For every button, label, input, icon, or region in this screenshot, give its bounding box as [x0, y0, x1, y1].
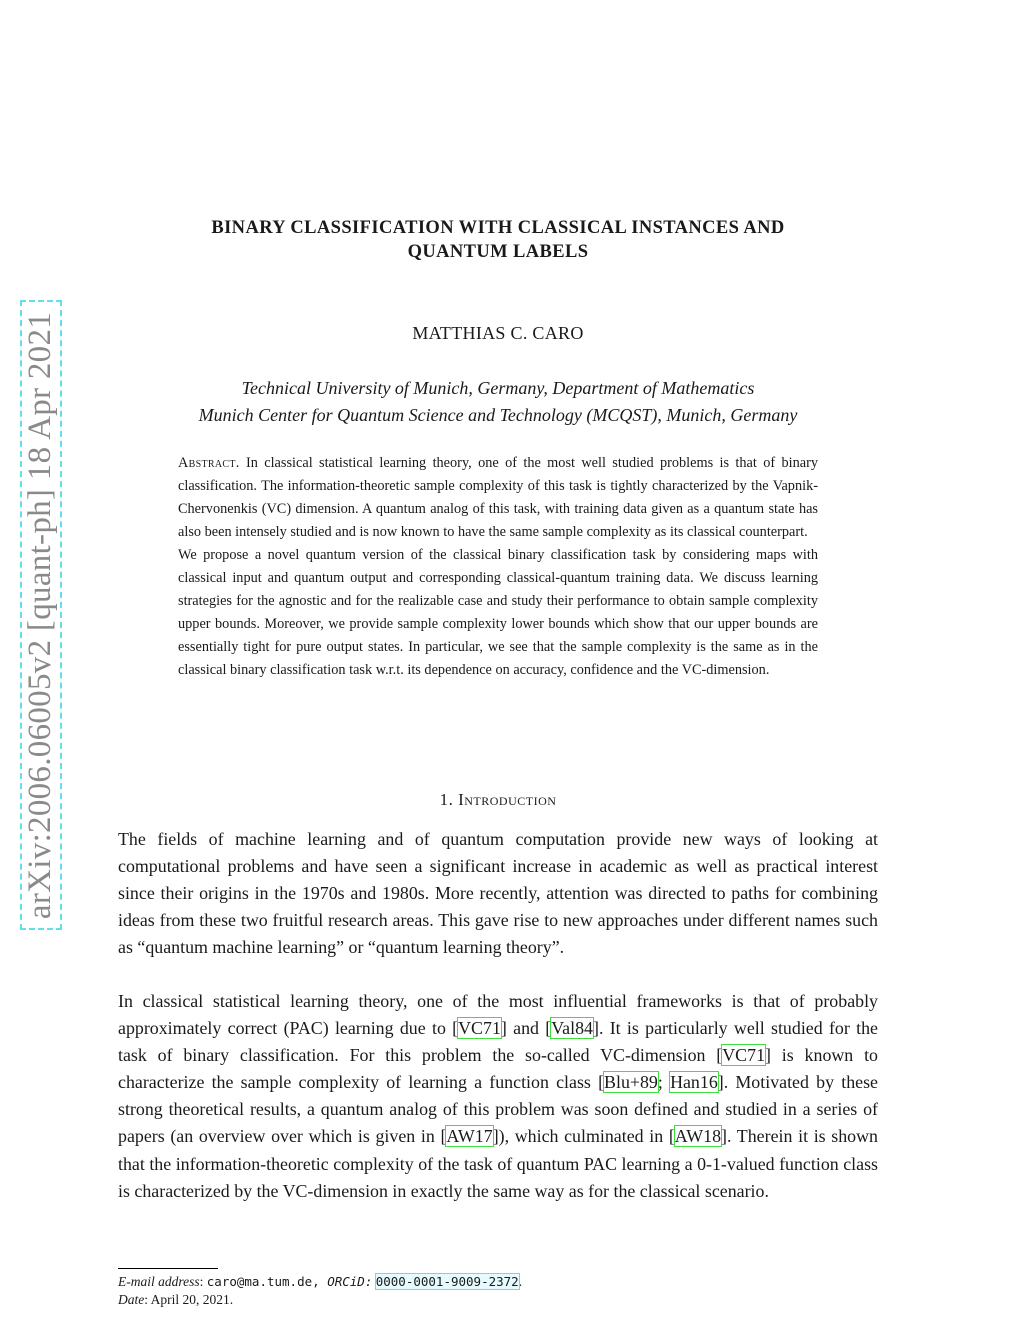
abstract [178, 452, 818, 682]
affiliations [118, 375, 878, 429]
arxiv-stamp[interactable] [20, 300, 62, 930]
intro-paragraph-2 [118, 988, 878, 1205]
title-line-2: QUANTUM LABELS [407, 242, 589, 262]
text-segment: ] and [ [500, 1018, 552, 1039]
affiliation-1: Technical University of Munich, Germany, Department of Mathematics [241, 378, 755, 398]
abstract-paragraph-1 [178, 452, 818, 544]
citation-link[interactable]: AW18 [674, 1126, 722, 1147]
orcid-link[interactable]: 0000-0001-9009-2372 [375, 1274, 519, 1289]
affiliation-2: Munich Center for Quantum Science and Technology (MCQST), Munich, Germany [198, 405, 798, 425]
section-title: Introduction [458, 790, 557, 809]
text-segment: In classical statistical learning theory, one of the most influential frameworks is that of probably approximately correct (PAC) learning due to [ [118, 991, 878, 1039]
citation-link[interactable]: AW17 [446, 1126, 493, 1147]
text-segment: ; [657, 1072, 671, 1093]
text-segment: ]. Therein it is shown that the information-theoretic complexity of the task of quantum PAC learning a 0-1-valued function class is characterized by the VC-dimension in exactly the same way as for the classical scenario. [118, 1126, 878, 1201]
section-heading [118, 790, 878, 810]
footnote-date: Date: April 20, 2021. [118, 1292, 234, 1307]
email-label: E-mail address [118, 1274, 200, 1289]
arxiv-identifier: arXiv:2006.06005v2 [quant-ph] 18 Apr 2021 [22, 311, 59, 919]
email-address: caro@ma.tum.de [206, 1274, 313, 1289]
text-segment: ]. It is particularly well studied for the task of binary classification. For this problem the so-called VC-dimension [ [118, 1018, 878, 1066]
citation-link[interactable]: Blu+89 [604, 1072, 658, 1093]
footnote-contact: E-mail address: caro@ma.tum.de, ORCiD: 0000-0001-9009-2372. [118, 1274, 523, 1289]
orcid-label: ORCiD: [327, 1274, 373, 1289]
citation-link[interactable]: Han16 [670, 1072, 718, 1093]
footnote-divider [118, 1268, 218, 1269]
citation-link[interactable]: Val84 [551, 1018, 593, 1039]
author-name: MATTHIAS C. CARO [412, 323, 584, 343]
intro-text-2 [118, 988, 878, 1205]
text-segment: ] is known to characterize the sample complexity of learning a function class [ [118, 1045, 878, 1093]
citation-link[interactable]: VC71 [722, 1045, 766, 1066]
date-label: Date [118, 1292, 145, 1307]
abstract-paragraph-2: We propose a novel quantum version of the classical binary classification task by considering maps with classical input and quantum output and corresponding classical-quantum training data. We discuss learning strategies for the agnostic and for the realizable case and study their performance to obtain sample complexity upper bounds. Moreover, we provide sample complexity lower bounds which show that our upper bounds are essentially tight for pure output states. In particular, we see that the sample complexity is the same as in the classical binary classification task w.r.t. its dependence on accuracy, confidence and the VC-dimension. [178, 547, 818, 678]
intro-paragraph-1 [118, 826, 878, 961]
section-number: 1. [439, 790, 454, 809]
text-segment: ]. Motivated by these strong theoretical results, a quantum analog of this problem was soon defined and studied in a series of papers (an overview over which is given in [ [118, 1072, 878, 1147]
title-line-1: BINARY CLASSIFICATION WITH CLASSICAL INSTANCES AND [211, 218, 785, 238]
text-segment: ]), which culminated in [ [492, 1126, 675, 1147]
footnote [118, 1273, 878, 1309]
date-value: April 20, 2021. [150, 1292, 234, 1307]
abstract-text-1: In classical statistical learning theory, one of the most well studied problems is that of binary classification. The information-theoretic sample complexity of this task is tightly characterized by the Vapnik-Chervonenkis (VC) dimension. A quantum analog of this task, with training data given as a quantum state has also been intensely studied and is now known to have the same sample complexity as its classical counterpart. [178, 455, 818, 540]
paper-title [118, 216, 878, 264]
intro-text-1: The fields of machine learning and of quantum computation provide new ways of looking at computational problems and have seen a significant increase in academic as well as practical interest since their origins in the 1970s and 1980s. More recently, attention was directed to paths for combining ideas from these two fruitful research areas. This gave rise to new approaches under different names such as “quantum machine learning” or “quantum learning theory”. [118, 829, 878, 958]
citation-link[interactable]: VC71 [458, 1018, 501, 1039]
abstract-heading: Abstract. [178, 455, 240, 471]
